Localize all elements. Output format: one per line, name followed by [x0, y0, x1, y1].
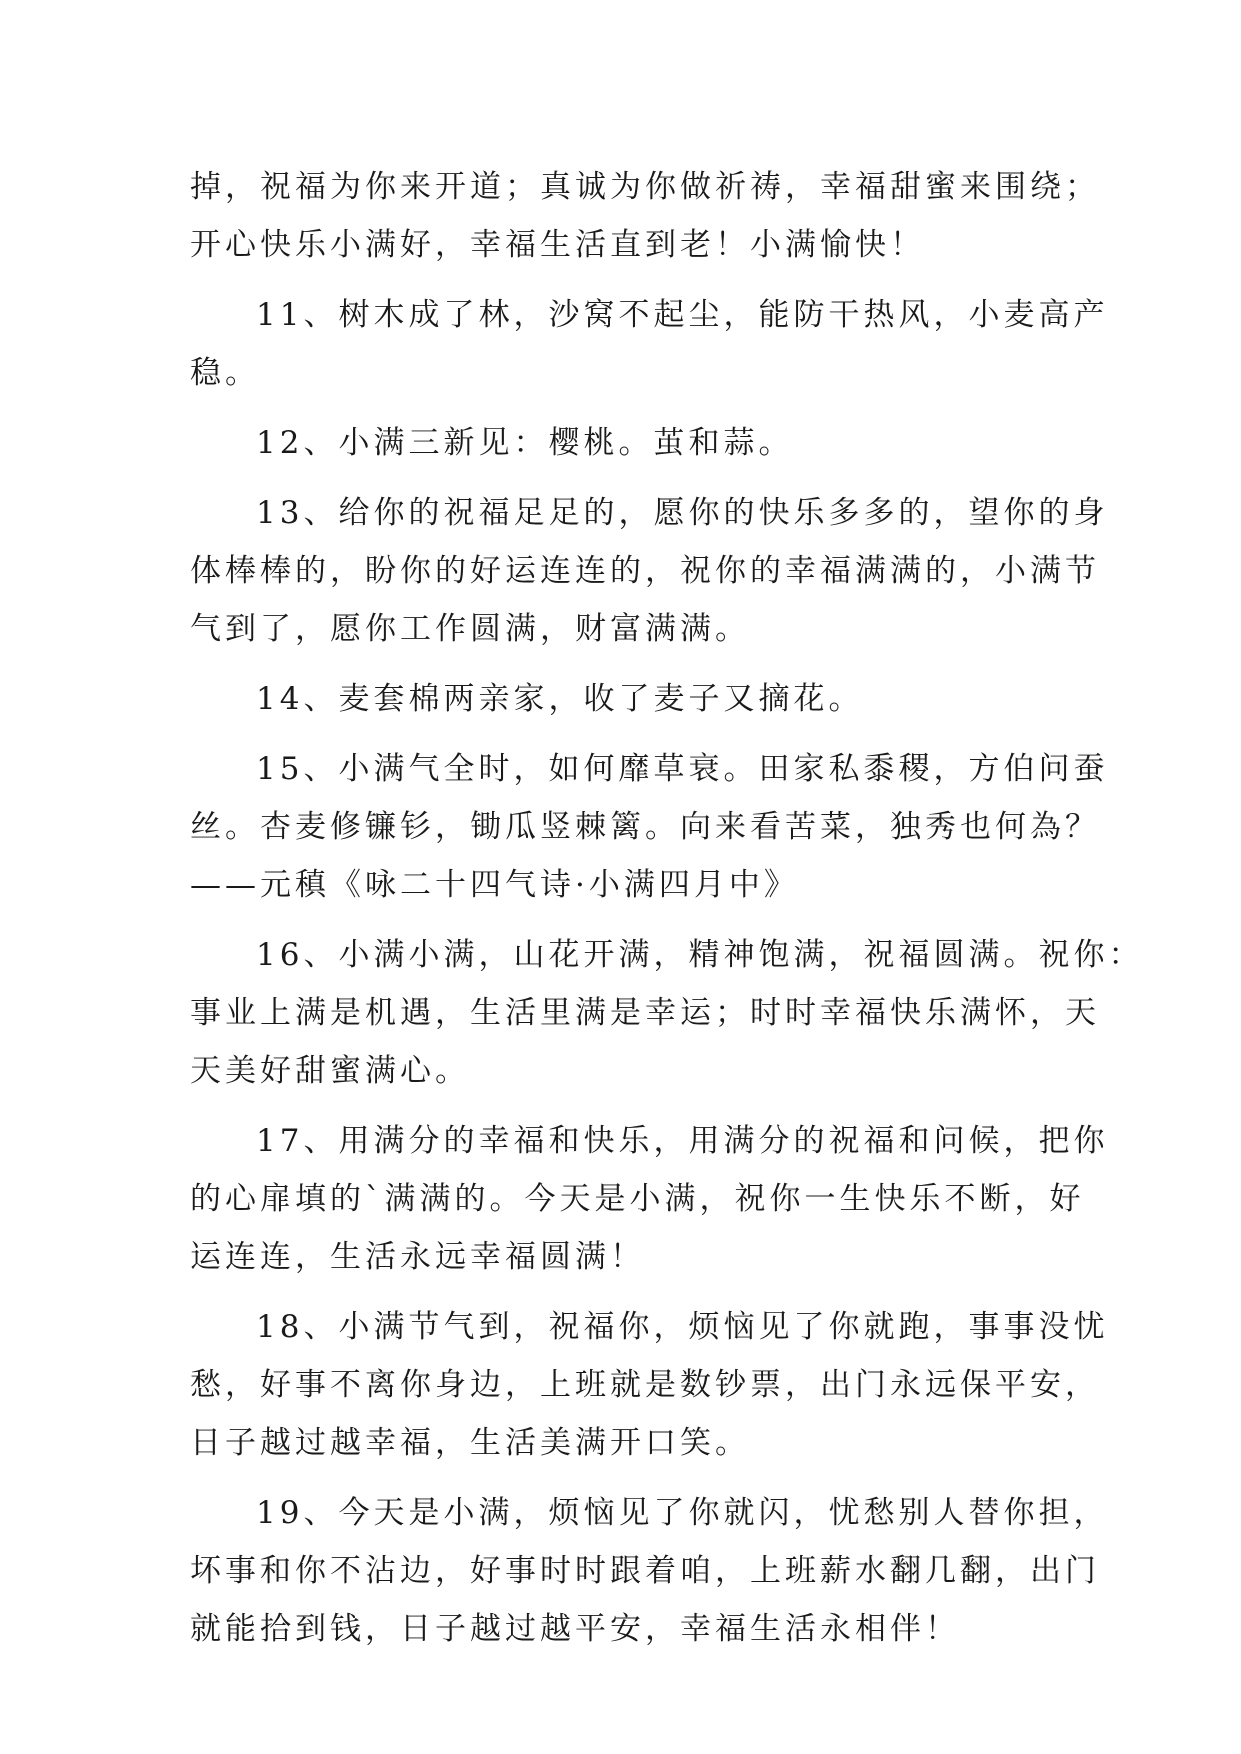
text-line: ——元稹《咏二十四气诗·小满四月中》 [190, 867, 799, 903]
text-line: 的心扉填的`满满的。今天是小满，祝你一生快乐不断，好 [190, 1181, 1085, 1217]
paragraph-item-17 [190, 1112, 1109, 1286]
paragraph-item-15 [190, 740, 1109, 914]
document-body [190, 158, 1144, 1670]
text-line: 丝。杏麦修镰钐，锄瓜竖棘篱。向来看苦菜，独秀也何為？ [190, 809, 1100, 845]
text-line: 15、小满气全时，如何靡草衰。田家私黍稷，方伯问蚕 [256, 751, 1109, 787]
paragraph-continuation [190, 158, 1100, 274]
text-line: 就能拾到钱，日子越过越平安，幸福生活永相伴！ [190, 1611, 960, 1647]
text-line: 天美好甜蜜满心。 [190, 1053, 470, 1089]
text-line: 13、给你的祝福足足的，愿你的快乐多多的，望你的身 [256, 495, 1109, 531]
paragraph-item-12 [190, 414, 1062, 472]
paragraph-item-16 [190, 926, 1144, 1100]
text-line: 18、小满节气到，祝福你，烦恼见了你就跑，事事没忧 [256, 1309, 1109, 1345]
paragraph-item-14 [190, 670, 1062, 728]
text-line: 气到了，愿你工作圆满，财富满满。 [190, 611, 750, 647]
text-line: 16、小满小满，山花开满，精神饱满，祝福圆满。祝你： [256, 937, 1144, 973]
text-line: 12、小满三新见：樱桃。茧和蒜。 [256, 425, 794, 461]
paragraph-item-13 [190, 484, 1109, 658]
text-line: 运连连，生活永远幸福圆满！ [190, 1239, 645, 1275]
text-line: 愁，好事不离你身边，上班就是数钞票，出门永远保平安， [190, 1367, 1100, 1403]
text-line: 11、树木成了林，沙窝不起尘，能防干热风，小麦高产 [256, 297, 1109, 333]
text-line: 掉，祝福为你来开道；真诚为你做祈祷，幸福甜蜜来围绕； [190, 169, 1100, 205]
text-line: 14、麦套棉两亲家，收了麦子又摘花。 [256, 681, 864, 717]
text-line: 日子越过越幸福，生活美满开口笑。 [190, 1425, 750, 1461]
paragraph-item-11 [190, 286, 1109, 402]
text-line: 事业上满是机遇，生活里满是幸运；时时幸福快乐满怀，天 [190, 995, 1100, 1031]
text-line: 体棒棒的，盼你的好运连连的，祝你的幸福满满的，小满节 [190, 553, 1100, 589]
text-line: 坏事和你不沾边，好事时时跟着咱，上班薪水翻几翻，出门 [190, 1553, 1100, 1589]
text-line: 稳。 [190, 355, 260, 391]
text-line: 19、今天是小满，烦恼见了你就闪，忧愁别人替你担， [256, 1495, 1109, 1531]
paragraph-item-18 [190, 1298, 1109, 1472]
text-line: 开心快乐小满好，幸福生活直到老！小满愉快！ [190, 227, 925, 263]
paragraph-item-19 [190, 1484, 1109, 1658]
text-line: 17、用满分的幸福和快乐，用满分的祝福和问候，把你 [256, 1123, 1109, 1159]
